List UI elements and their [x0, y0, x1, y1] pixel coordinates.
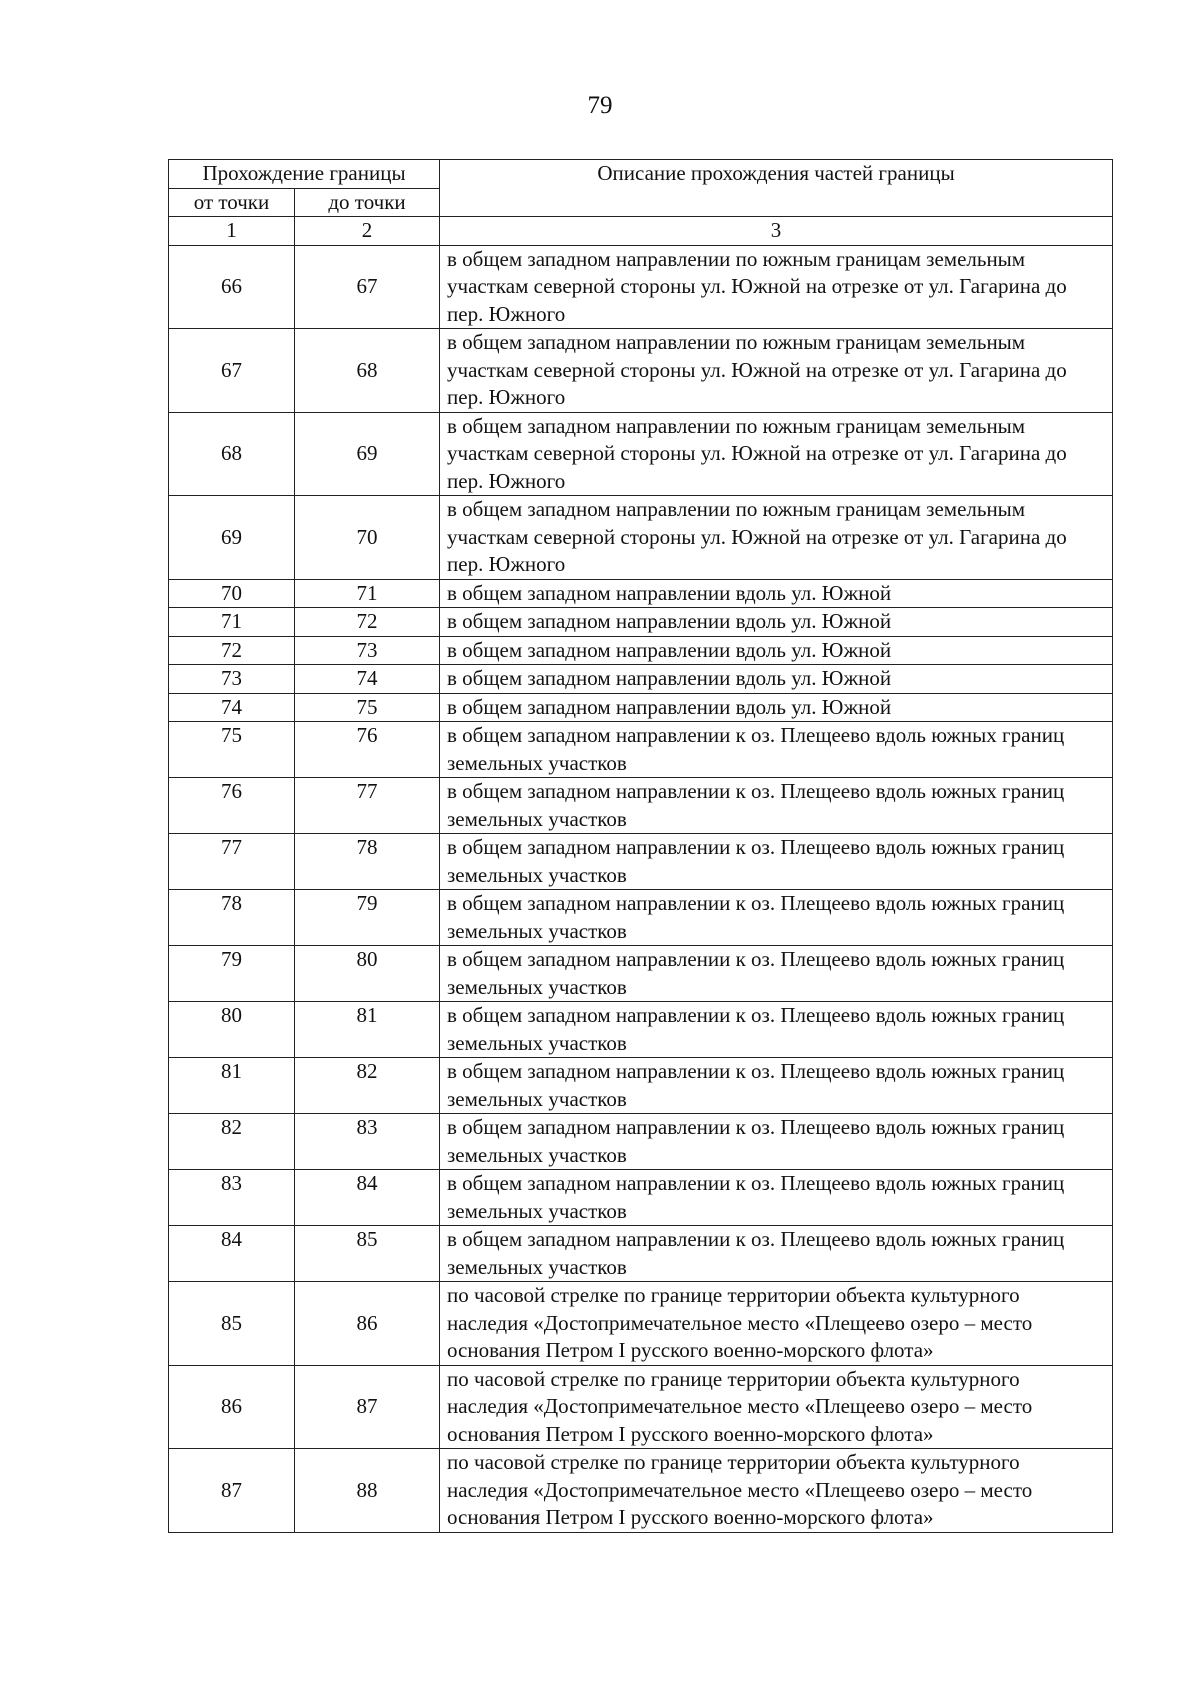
- to-point-cell: 72: [295, 608, 440, 637]
- column-index: 1: [169, 217, 295, 246]
- column-index: 2: [295, 217, 440, 246]
- table-row: [169, 1282, 1113, 1366]
- description-cell: в общем западном направлении к оз. Плещеево вдоль южных границ земельных участков: [440, 1226, 1113, 1282]
- description-cell: по часовой стрелке по границе территории объекта культурного наследия «Достопримечательное место «Плещеево озеро – место основания Петром I русского военно-морского флота»: [440, 1365, 1113, 1449]
- to-point-cell: 84: [295, 1170, 440, 1226]
- to-point-cell: 76: [295, 722, 440, 778]
- description-cell: в общем западном направлении к оз. Плещеево вдоль южных границ земельных участков: [440, 722, 1113, 778]
- from-point-cell: 76: [169, 778, 295, 834]
- to-point-cell: 71: [295, 579, 440, 608]
- description-cell: в общем западном направлении к оз. Плещеево вдоль южных границ земельных участков: [440, 1114, 1113, 1170]
- to-point-cell: 73: [295, 636, 440, 665]
- table-row: [169, 329, 1113, 413]
- column-index: 3: [440, 217, 1113, 246]
- from-point-cell: 82: [169, 1114, 295, 1170]
- to-point-cell: 70: [295, 496, 440, 580]
- description-cell: в общем западном направлении вдоль ул. Южной: [440, 636, 1113, 665]
- from-point-cell: 73: [169, 665, 295, 694]
- table-row: [169, 946, 1113, 1002]
- from-point-cell: 86: [169, 1365, 295, 1449]
- from-point-cell: 87: [169, 1449, 295, 1533]
- description-cell: в общем западном направлении к оз. Плещеево вдоль южных границ земельных участков: [440, 1002, 1113, 1058]
- from-point-cell: 68: [169, 412, 295, 496]
- table-row: [169, 834, 1113, 890]
- table-row: [169, 1226, 1113, 1282]
- from-point-cell: 79: [169, 946, 295, 1002]
- description-cell: в общем западном направлении по южным границам земельным участкам северной стороны ул. Южной на отрезке от ул. Гагарина до пер. Южного: [440, 496, 1113, 580]
- header-row: [169, 160, 1113, 189]
- page-number: 79: [587, 92, 613, 119]
- from-point-cell: 72: [169, 636, 295, 665]
- to-point-cell: 80: [295, 946, 440, 1002]
- table-row: [169, 722, 1113, 778]
- from-point-cell: 78: [169, 890, 295, 946]
- to-point-cell: 86: [295, 1282, 440, 1366]
- table-row: [169, 1449, 1113, 1533]
- header-to-point: до точки: [295, 188, 440, 217]
- to-point-cell: 87: [295, 1365, 440, 1449]
- description-cell: по часовой стрелке по границе территории объекта культурного наследия «Достопримечательное место «Плещеево озеро – место основания Петром I русского военно-морского флота»: [440, 1282, 1113, 1366]
- from-point-cell: 69: [169, 496, 295, 580]
- table-row: [169, 579, 1113, 608]
- table-row: [169, 778, 1113, 834]
- to-point-cell: 88: [295, 1449, 440, 1533]
- table-row: [169, 665, 1113, 694]
- table-row: [169, 890, 1113, 946]
- table-row: [169, 496, 1113, 580]
- to-point-cell: 69: [295, 412, 440, 496]
- from-point-cell: 84: [169, 1226, 295, 1282]
- description-cell: в общем западном направлении по южным границам земельным участкам северной стороны ул. Южной на отрезке от ул. Гагарина до пер. Южного: [440, 412, 1113, 496]
- from-point-cell: 80: [169, 1002, 295, 1058]
- description-cell: в общем западном направлении вдоль ул. Южной: [440, 608, 1113, 637]
- description-cell: по часовой стрелке по границе территории объекта культурного наследия «Достопримечательное место «Плещеево озеро – место основания Петром I русского военно-морского флота»: [440, 1449, 1113, 1533]
- table-body: [169, 160, 1113, 1533]
- table-row: [169, 693, 1113, 722]
- table-row: [169, 1365, 1113, 1449]
- column-index-row: [169, 217, 1113, 246]
- to-point-cell: 78: [295, 834, 440, 890]
- from-point-cell: 67: [169, 329, 295, 413]
- from-point-cell: 74: [169, 693, 295, 722]
- from-point-cell: 66: [169, 245, 295, 329]
- table-row: [169, 1058, 1113, 1114]
- description-cell: в общем западном направлении вдоль ул. Южной: [440, 665, 1113, 694]
- description-cell: в общем западном направлении к оз. Плещеево вдоль южных границ земельных участков: [440, 778, 1113, 834]
- from-point-cell: 75: [169, 722, 295, 778]
- to-point-cell: 83: [295, 1114, 440, 1170]
- table-row: [169, 1114, 1113, 1170]
- description-cell: в общем западном направлении вдоль ул. Южной: [440, 693, 1113, 722]
- description-cell: в общем западном направлении вдоль ул. Южной: [440, 579, 1113, 608]
- to-point-cell: 68: [295, 329, 440, 413]
- table-row: [169, 245, 1113, 329]
- table-row: [169, 636, 1113, 665]
- from-point-cell: 81: [169, 1058, 295, 1114]
- description-cell: в общем западном направлении к оз. Плещеево вдоль южных границ земельных участков: [440, 1170, 1113, 1226]
- from-point-cell: 71: [169, 608, 295, 637]
- to-point-cell: 74: [295, 665, 440, 694]
- description-cell: в общем западном направлении к оз. Плещеево вдоль южных границ земельных участков: [440, 834, 1113, 890]
- from-point-cell: 83: [169, 1170, 295, 1226]
- to-point-cell: 85: [295, 1226, 440, 1282]
- header-from-point: от точки: [169, 188, 295, 217]
- to-point-cell: 79: [295, 890, 440, 946]
- header-boundary-passage: Прохождение границы: [169, 160, 440, 189]
- table-row: [169, 608, 1113, 637]
- table-row: [169, 1002, 1113, 1058]
- to-point-cell: 67: [295, 245, 440, 329]
- description-cell: в общем западном направлении по южным границам земельным участкам северной стороны ул. Южной на отрезке от ул. Гагарина до пер. Южного: [440, 245, 1113, 329]
- to-point-cell: 75: [295, 693, 440, 722]
- description-cell: в общем западном направлении по южным границам земельным участкам северной стороны ул. Южной на отрезке от ул. Гагарина до пер. Южного: [440, 329, 1113, 413]
- to-point-cell: 82: [295, 1058, 440, 1114]
- from-point-cell: 77: [169, 834, 295, 890]
- to-point-cell: 81: [295, 1002, 440, 1058]
- description-cell: в общем западном направлении к оз. Плещеево вдоль южных границ земельных участков: [440, 1058, 1113, 1114]
- table-row: [169, 412, 1113, 496]
- from-point-cell: 85: [169, 1282, 295, 1366]
- header-description: Описание прохождения частей границы: [440, 160, 1113, 217]
- description-cell: в общем западном направлении к оз. Плещеево вдоль южных границ земельных участков: [440, 890, 1113, 946]
- to-point-cell: 77: [295, 778, 440, 834]
- boundary-table: [168, 159, 1113, 1533]
- description-cell: в общем западном направлении к оз. Плещеево вдоль южных границ земельных участков: [440, 946, 1113, 1002]
- table-row: [169, 1170, 1113, 1226]
- from-point-cell: 70: [169, 579, 295, 608]
